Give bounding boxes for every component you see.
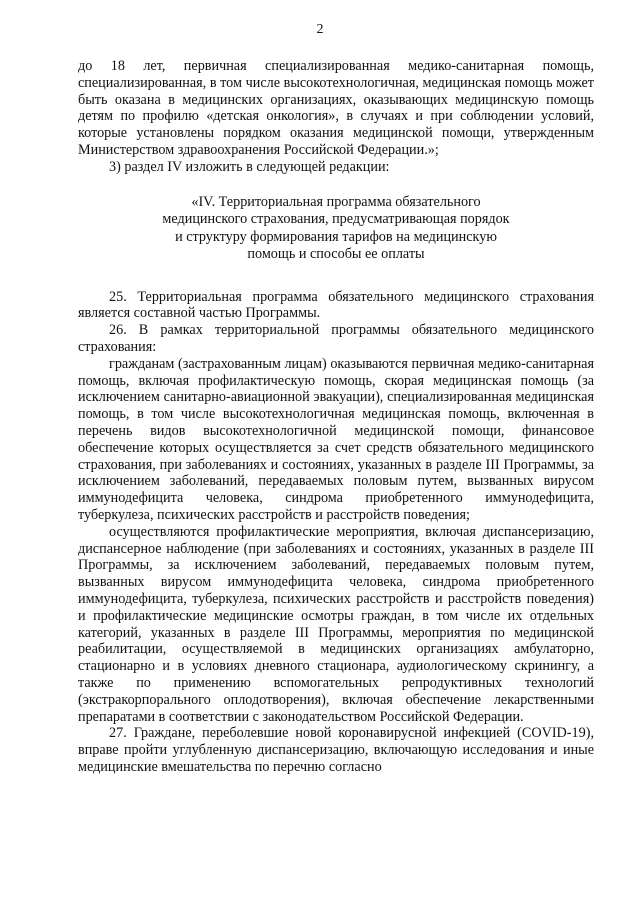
section-heading-line: медицинского страхования, предусматривающая порядок bbox=[162, 211, 510, 228]
paragraph-26-citizens: гражданам (застрахованным лицам) оказываются первичная медико-санитарная помощь, включая профилактическую помощь, скорая медицинская помощь (за исключением санитарно-авиационной эвакуации), специализированная медицинская помощь, в том числе высокотехнологичная медицинская помощь, включенная в перечень видов высокотехнологичной медицинской помощи, финансовое обеспечение которых осуществляется за счет средств обязательного медицинского страхования, при заболеваниях и состояниях, указанных в разделе III Программы, за исключением заболеваний, передаваемых половым путем, вызванных вирусом иммунодефицита человека, синдрома приобретенного иммунодефицита, туберкулеза, психических расстройств и расстройств поведения; bbox=[78, 355, 594, 523]
page-number: 2 bbox=[316, 22, 324, 37]
section-heading-line: и структуру формирования тарифов на медицинскую bbox=[175, 228, 497, 245]
section-heading bbox=[78, 194, 594, 264]
section-heading-line: «IV. Территориальная программа обязательного bbox=[191, 193, 481, 210]
section-heading-line: помощь и способы ее оплаты bbox=[247, 246, 425, 263]
paragraph-26-preventive: осуществляются профилактические мероприятия, включая диспансеризацию, диспансерное наблюдение (при заболеваниях и состояниях, указанных в разделе III Программы, за исключением заболеваний, передаваемых половым путем, вызванных вирусом иммунодефицита человека, синдрома приобретенного иммунодефицита, туберкулеза, психических расстройств и расстройств поведения) и профилактические медицинские осмотры граждан, в том числе их отдельных категорий, указанных в разделе III Программы, мероприятия по медицинской реабилитации, осуществляемой в медицинских организациях амбулаторно, стационарно и в условиях дневного стационара, аудиологическому скринингу, а также по применению вспомогательных репродуктивных технологий (экстракорпорального оплодотворения), включая обеспечение лекарственными препаратами в соответствии с законодательством Российской Федерации. bbox=[78, 523, 594, 725]
paragraph-continuation: до 18 лет, первичная специализированная медико-санитарная помощь, специализированная, в том числе высокотехнологичная, медицинская помощь может быть оказана в медицинских организациях, оказывающих медицинскую помощь детям по профилю «детская онкология», в случаях и при соблюдении условий, которые установлены порядком оказания медицинской помощи, утвержденным Министерством здравоохранения Российской Федерации.»; bbox=[78, 58, 594, 158]
paragraph-25: 25. Территориальная программа обязательного медицинского страхования является составной частью Программы. bbox=[78, 288, 594, 322]
paragraph-26: 26. В рамках территориальной программы обязательного медицинского страхования: bbox=[78, 322, 594, 355]
paragraph-27: 27. Граждане, переболевшие новой коронавирусной инфекцией (COVID-19), вправе пройти углубленную диспансеризацию, включающую исследования и иные медицинские вмешательства по перечню согласно bbox=[78, 725, 594, 775]
document-body bbox=[78, 58, 594, 776]
paragraph-section-iv-intro: 3) раздел IV изложить в следующей редакции: bbox=[109, 158, 390, 175]
